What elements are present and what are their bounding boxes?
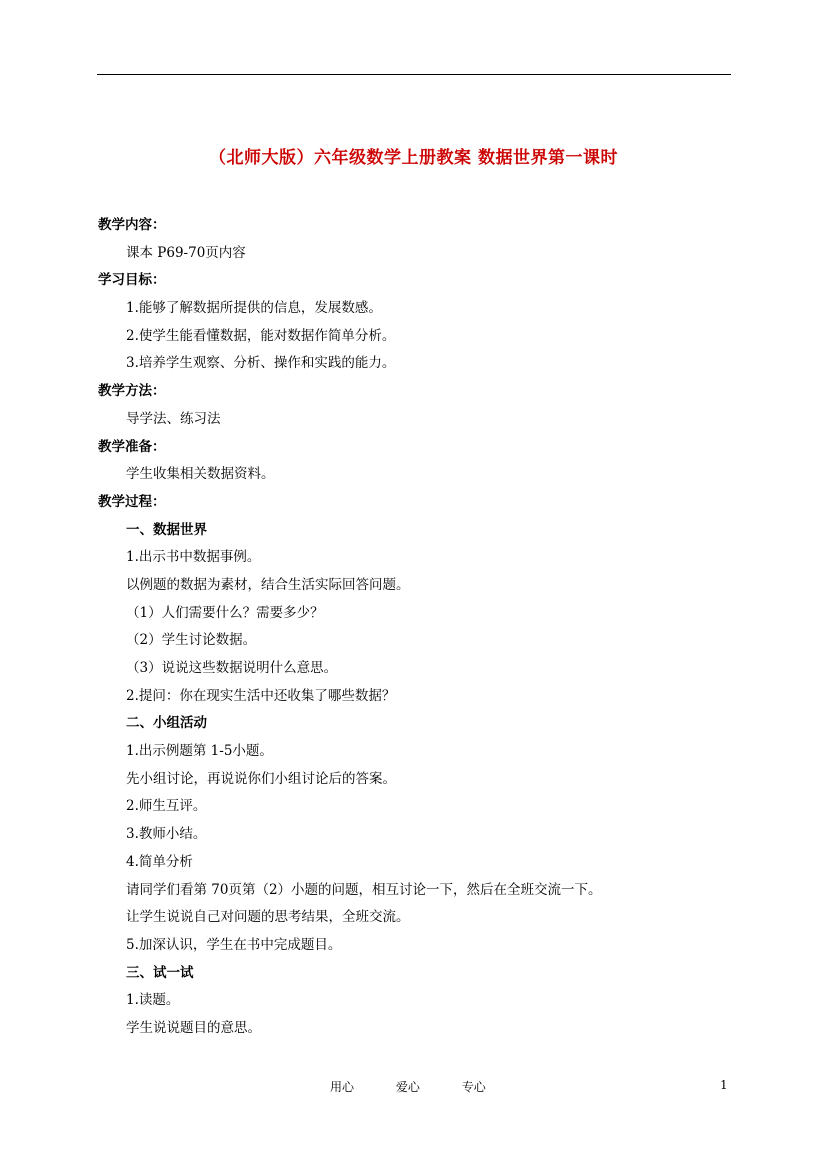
body-line: 2.使学生能看懂数据，能对数据作简单分析。 (126, 327, 396, 344)
body-line: 1.能够了解数据所提供的信息，发展数感。 (126, 300, 382, 317)
body-line: 以例题的数据为素材，结合生活实际回答问题。 (126, 576, 410, 593)
subsection-heading: 一、数据世界 (126, 521, 207, 538)
body-line: 课本 P69-70页内容 (126, 244, 246, 261)
footer-motto-item: 用心 (330, 1080, 355, 1094)
body-line: （2）学生讨论数据。 (126, 632, 257, 649)
body-line: 让学生说说自己对问题的思考结果，全班交流。 (126, 909, 410, 926)
document-body (98, 212, 738, 1043)
footer-motto-item: 爱心 (395, 1080, 420, 1094)
subsection-heading: 三、试一试 (126, 964, 194, 981)
body-line: （3）说说这些数据说明什么意思。 (126, 660, 338, 676)
section-heading: 学习目标： (98, 272, 166, 289)
body-line: 1.出示书中数据事例。 (126, 549, 261, 566)
body-line: 3.培养学生观察、分析、操作和实践的能力。 (126, 355, 396, 372)
page-number: 1 (720, 1078, 728, 1092)
subsection-heading: 二、小组活动 (126, 715, 207, 732)
header-rule (97, 74, 731, 75)
body-line: 3.教师小结。 (126, 826, 207, 843)
body-line: 1.出示例题第 1-5小题。 (126, 743, 273, 760)
section-heading: 教学内容： (98, 217, 166, 233)
body-line: 2.提问：你在现实生活中还收集了哪些数据？ (126, 687, 396, 704)
body-line: 1.读题。 (126, 992, 180, 1009)
body-line: 导学法、练习法 (126, 410, 221, 427)
body-line: 先小组讨论，再说说你们小组讨论后的答案。 (126, 770, 396, 787)
body-line: 5.加深认识，学生在书中完成题目。 (126, 936, 342, 953)
document-title: （北师大版）六年级数学上册教案 数据世界第一课时 (209, 148, 618, 168)
section-heading: 教学过程： (98, 493, 166, 510)
section-heading: 教学方法： (98, 383, 166, 400)
body-line: 2.师生互评。 (126, 798, 207, 815)
body-line: 请同学们看第 70页第（2）小题的问题，相互讨论一下，然后在全班交流一下。 (126, 881, 602, 898)
footer-motto (330, 1078, 524, 1095)
footer-motto-item: 专心 (461, 1080, 486, 1094)
section-heading: 教学准备： (98, 438, 166, 455)
body-line: 学生收集相关数据资料。 (126, 466, 275, 483)
body-line: 学生说说题目的意思。 (126, 1019, 261, 1036)
page-footer (0, 1078, 827, 1098)
body-line: 4.简单分析 (126, 853, 193, 870)
body-line: （1）人们需要什么？需要多少？ (126, 604, 324, 621)
